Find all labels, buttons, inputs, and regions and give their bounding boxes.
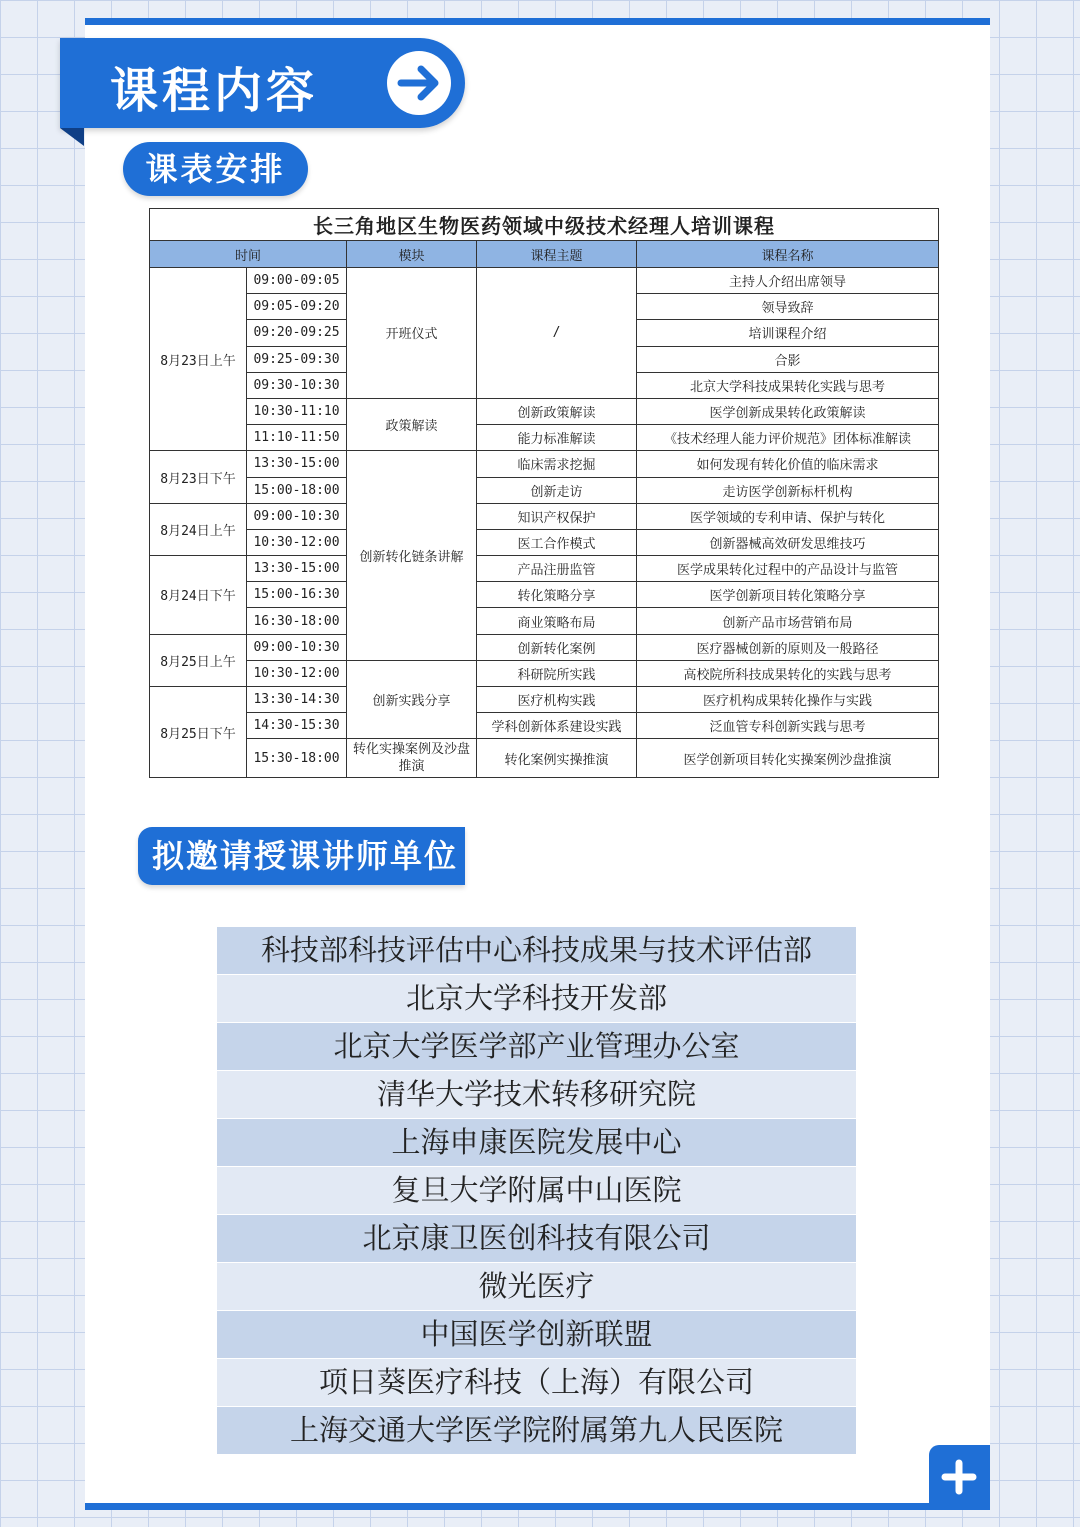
course-cell: 泛血管专科创新实践与思考 — [637, 713, 939, 739]
time-cell: 09:00-10:30 — [247, 503, 347, 529]
module-cell: 开班仪式 — [347, 268, 477, 399]
time-cell: 09:30-10:30 — [247, 372, 347, 398]
module-cell: 创新实践分享 — [347, 660, 477, 739]
course-cell: 医疗器械创新的原则及一般路径 — [637, 634, 939, 660]
topic-cell: 能力标准解读 — [477, 425, 637, 451]
list-item: 科技部科技评估中心科技成果与技术评估部 — [217, 927, 856, 974]
list-item: 上海交通大学医学院附属第九人民医院 — [217, 1407, 856, 1454]
course-cell: 培训课程介绍 — [637, 320, 939, 346]
time-cell: 13:30-14:30 — [247, 687, 347, 713]
time-cell: 15:00-16:30 — [247, 582, 347, 608]
bottom-accent-bar — [85, 1503, 990, 1510]
list-item: 项日葵医疗科技（上海）有限公司 — [217, 1359, 856, 1406]
topic-cell: 医疗机构实践 — [477, 687, 637, 713]
time-cell: 15:30-18:00 — [247, 739, 347, 778]
topic-cell: 产品注册监管 — [477, 556, 637, 582]
table-row — [150, 608, 939, 634]
course-cell: 医学创新项目转化策略分享 — [637, 582, 939, 608]
course-cell: 医学创新成果转化政策解读 — [637, 398, 939, 424]
section-title: 课程内容 — [110, 63, 319, 119]
course-cell: 医学领域的专利申请、保护与转化 — [637, 503, 939, 529]
topic-cell: 知识产权保护 — [477, 503, 637, 529]
topic-cell: 临床需求挖掘 — [477, 451, 637, 477]
section-header — [60, 38, 465, 128]
course-cell: 合影 — [637, 346, 939, 372]
course-cell: 医疗机构成果转化操作与实践 — [637, 687, 939, 713]
topic-cell: 创新走访 — [477, 477, 637, 503]
top-accent-bar — [85, 18, 990, 25]
list-item: 北京大学科技开发部 — [217, 975, 856, 1022]
time-cell: 10:30-12:00 — [247, 660, 347, 686]
list-item: 北京大学医学部产业管理办公室 — [217, 1023, 856, 1070]
course-cell: 北京大学科技成果转化实践与思考 — [637, 372, 939, 398]
table-row — [150, 503, 939, 529]
table-row — [150, 713, 939, 739]
course-cell: 创新器械高效研发思维技巧 — [637, 529, 939, 555]
topic-cell: 转化策略分享 — [477, 582, 637, 608]
table-row — [150, 556, 939, 582]
date-cell: 8月25日下午 — [150, 687, 247, 778]
column-header: 课程名称 — [637, 241, 939, 268]
column-header: 时间 — [150, 241, 347, 268]
topic-cell: 转化案例实操推演 — [477, 739, 637, 778]
list-item: 复旦大学附属中山医院 — [217, 1167, 856, 1214]
list-item: 上海申康医院发展中心 — [217, 1119, 856, 1166]
time-cell: 10:30-12:00 — [247, 529, 347, 555]
time-cell: 09:05-09:20 — [247, 294, 347, 320]
module-cell: 政策解读 — [347, 398, 477, 450]
time-cell: 10:30-11:10 — [247, 398, 347, 424]
header-fold — [60, 128, 84, 146]
table-row — [150, 529, 939, 555]
table-row — [150, 582, 939, 608]
course-cell: 领导致辞 — [637, 294, 939, 320]
date-cell: 8月23日上午 — [150, 268, 247, 451]
list-item: 微光医疗 — [217, 1263, 856, 1310]
date-cell: 8月23日下午 — [150, 451, 247, 503]
table-row — [150, 425, 939, 451]
module-cell: 转化实操案例及沙盘推演 — [347, 739, 477, 778]
time-cell: 13:30-15:00 — [247, 451, 347, 477]
arrow-right-icon — [387, 51, 451, 115]
time-cell: 11:10-11:50 — [247, 425, 347, 451]
date-cell: 8月24日上午 — [150, 503, 247, 555]
course-cell: 高校院所科技成果转化的实践与思考 — [637, 660, 939, 686]
table-row — [150, 660, 939, 686]
date-cell: 8月25日上午 — [150, 634, 247, 686]
time-cell: 09:20-09:25 — [247, 320, 347, 346]
table-row — [150, 268, 939, 294]
time-cell: 09:00-09:05 — [247, 268, 347, 294]
topic-cell: 创新政策解读 — [477, 398, 637, 424]
topic-cell: 科研院所实践 — [477, 660, 637, 686]
table-row — [150, 739, 939, 778]
table-title: 长三角地区生物医药领域中级技术经理人培训课程 — [150, 209, 939, 241]
topic-cell: 创新转化案例 — [477, 634, 637, 660]
plus-icon[interactable] — [929, 1445, 990, 1510]
course-cell: 如何发现有转化价值的临床需求 — [637, 451, 939, 477]
list-item: 清华大学技术转移研究院 — [217, 1071, 856, 1118]
time-cell: 14:30-15:30 — [247, 713, 347, 739]
module-cell: 创新转化链条讲解 — [347, 451, 477, 661]
list-item: 北京康卫医创科技有限公司 — [217, 1215, 856, 1262]
course-cell: 主持人介绍出席领导 — [637, 268, 939, 294]
topic-cell: 商业策略布局 — [477, 608, 637, 634]
column-header: 课程主题 — [477, 241, 637, 268]
table-row — [150, 634, 939, 660]
course-cell: 创新产品市场营销布局 — [637, 608, 939, 634]
column-header: 模块 — [347, 241, 477, 268]
units-label: 拟邀请授课讲师单位 — [138, 827, 465, 885]
table-row — [150, 398, 939, 424]
course-cell: 走访医学创新标杆机构 — [637, 477, 939, 503]
course-cell: 医学创新项目转化实操案例沙盘推演 — [637, 739, 939, 778]
topic-cell: 学科创新体系建设实践 — [477, 713, 637, 739]
topic-cell: 医工合作模式 — [477, 529, 637, 555]
date-cell: 8月24日下午 — [150, 556, 247, 635]
schedule-label: 课表安排 — [123, 142, 308, 196]
table-row — [150, 477, 939, 503]
time-cell: 16:30-18:00 — [247, 608, 347, 634]
time-cell: 09:00-10:30 — [247, 634, 347, 660]
course-cell: 医学成果转化过程中的产品设计与监管 — [637, 556, 939, 582]
time-cell: 09:25-09:30 — [247, 346, 347, 372]
schedule-table — [149, 208, 939, 778]
time-cell: 15:00-18:00 — [247, 477, 347, 503]
units-list — [217, 927, 856, 1455]
course-cell: 《技术经理人能力评价规范》团体标准解读 — [637, 425, 939, 451]
table-row — [150, 451, 939, 477]
time-cell: 13:30-15:00 — [247, 556, 347, 582]
table-header-row — [150, 241, 939, 268]
topic-cell: / — [477, 268, 637, 399]
table-row — [150, 687, 939, 713]
list-item: 中国医学创新联盟 — [217, 1311, 856, 1358]
